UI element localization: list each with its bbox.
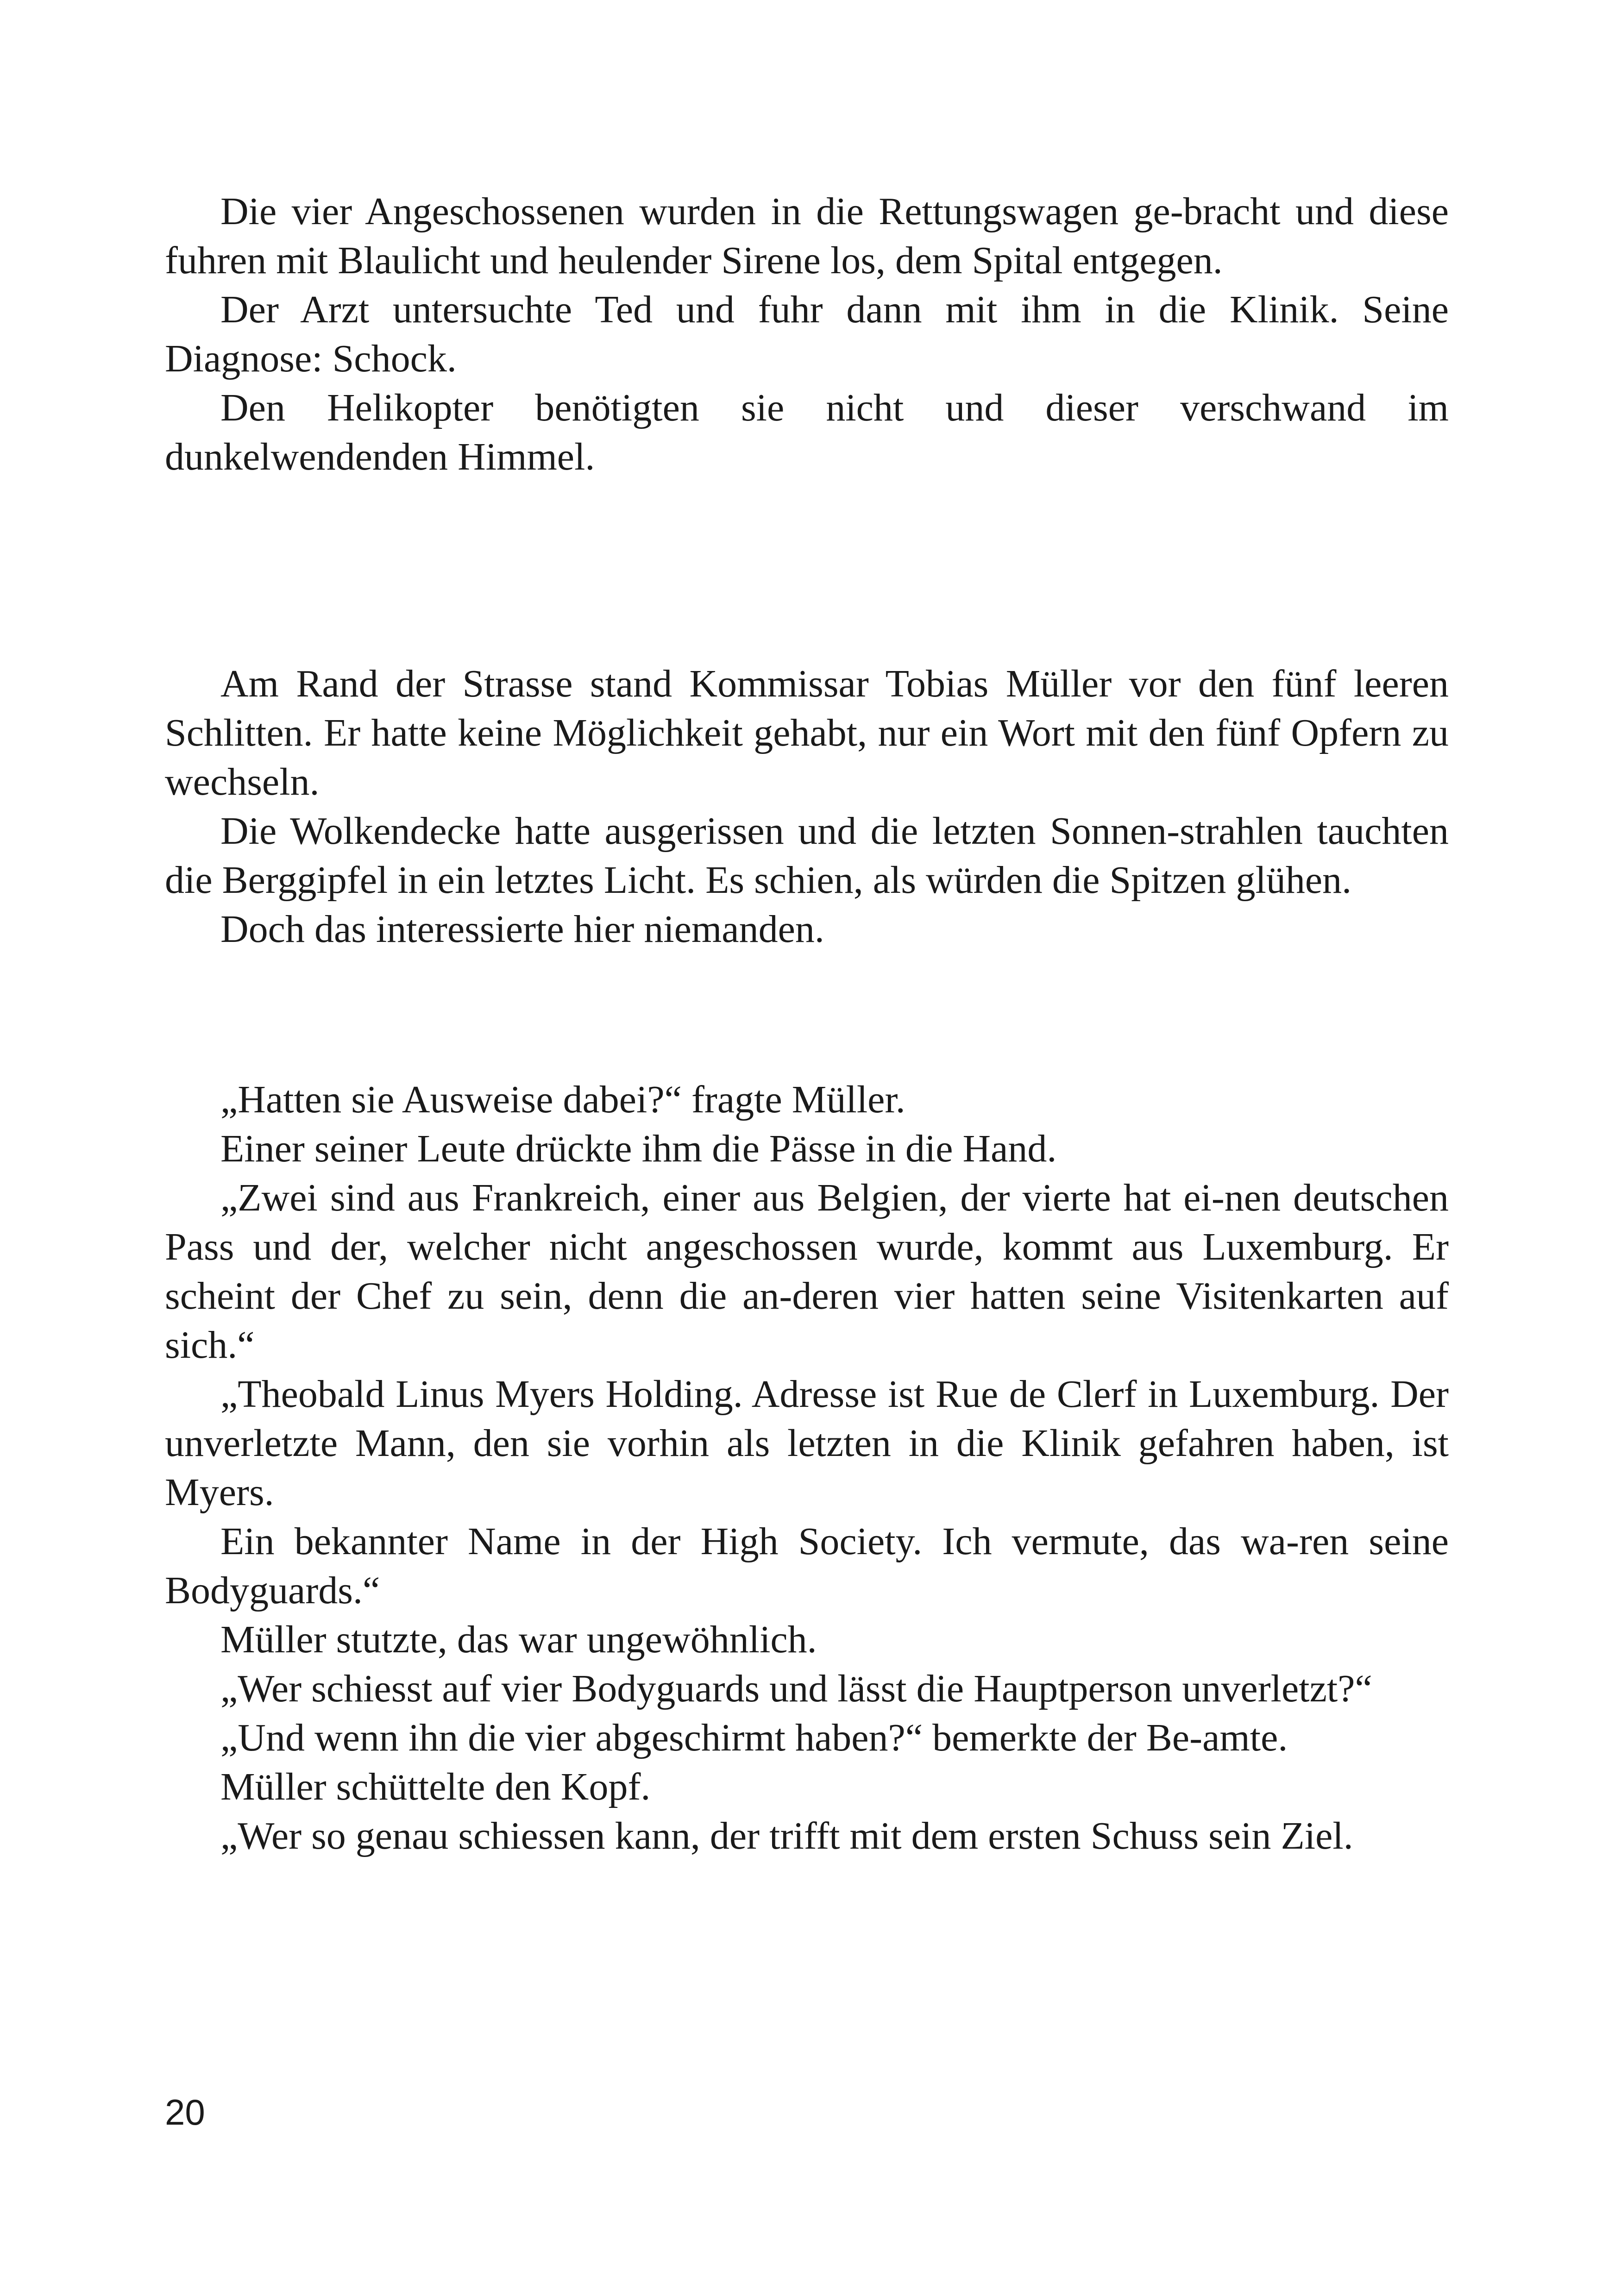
paragraph: Einer seiner Leute drückte ihm die Pässe in die Hand.	[220, 1127, 1057, 1170]
paragraph: „Theobald Linus Myers Holding. Adresse ist Rue de Clerf in Luxemburg. Der unverletzte Mann, den sie vorhin als letzten in die Klinik gefahren haben, ist Myers.	[165, 1373, 1449, 1514]
page-number: 20	[165, 2092, 205, 2133]
paragraph: „Wer so genau schiessen kann, der trifft mit dem ersten Schuss sein Ziel.	[220, 1814, 1353, 1857]
paragraph: Die Wolkendecke hatte ausgerissen und die letzten Sonnen-strahlen tauchten die Berggipfel in ein letztes Licht. Es schien, als würden die Spitzen glühen.	[165, 809, 1449, 902]
paragraph: Der Arzt untersuchte Ted und fuhr dann mit ihm in die Klinik. Seine Diagnose: Schock.	[165, 288, 1449, 380]
paragraph: Die vier Angeschossenen wurden in die Rettungswagen ge-bracht und diese fuhren mit Blaulicht und heulender Sirene los, dem Spital entgegen.	[165, 190, 1449, 282]
paragraph: Den Helikopter benötigten sie nicht und dieser verschwand im dunkelwendenden Himmel.	[165, 386, 1449, 478]
paragraph: „Und wenn ihn die vier abgeschirmt haben?“ bemerkte der Be-amte.	[220, 1716, 1288, 1759]
paragraph: Doch das interessierte hier niemanden.	[220, 908, 824, 951]
paragraph: Ein bekannter Name in der High Society. Ich vermute, das wa-ren seine Bodyguards.“	[165, 1520, 1449, 1612]
paragraph: „Zwei sind aus Frankreich, einer aus Belgien, der vierte hat ei-nen deutschen Pass und der, welcher nicht angeschossen wurde, kommt aus Luxemburg. Er scheint der Chef zu sein, denn die an-deren vier hatten seine Visitenkarten auf sich.“	[165, 1176, 1449, 1367]
paragraph: Müller stutzte, das war ungewöhnlich.	[220, 1618, 817, 1661]
text-section-3	[165, 1075, 1449, 1861]
paragraph: „Wer schiesst auf vier Bodyguards und lässt die Hauptperson unverletzt?“	[220, 1667, 1372, 1710]
text-section-1	[165, 187, 1449, 482]
paragraph: Müller schüttelte den Kopf.	[220, 1765, 651, 1808]
paragraph: Am Rand der Strasse stand Kommissar Tobias Müller vor den fünf leeren Schlitten. Er hatte keine Möglichkeit gehabt, nur ein Wort mit den fünf Opfern zu wechseln.	[165, 662, 1449, 803]
paragraph: „Hatten sie Ausweise dabei?“ fragte Müller.	[220, 1078, 905, 1121]
text-section-2	[165, 659, 1449, 954]
